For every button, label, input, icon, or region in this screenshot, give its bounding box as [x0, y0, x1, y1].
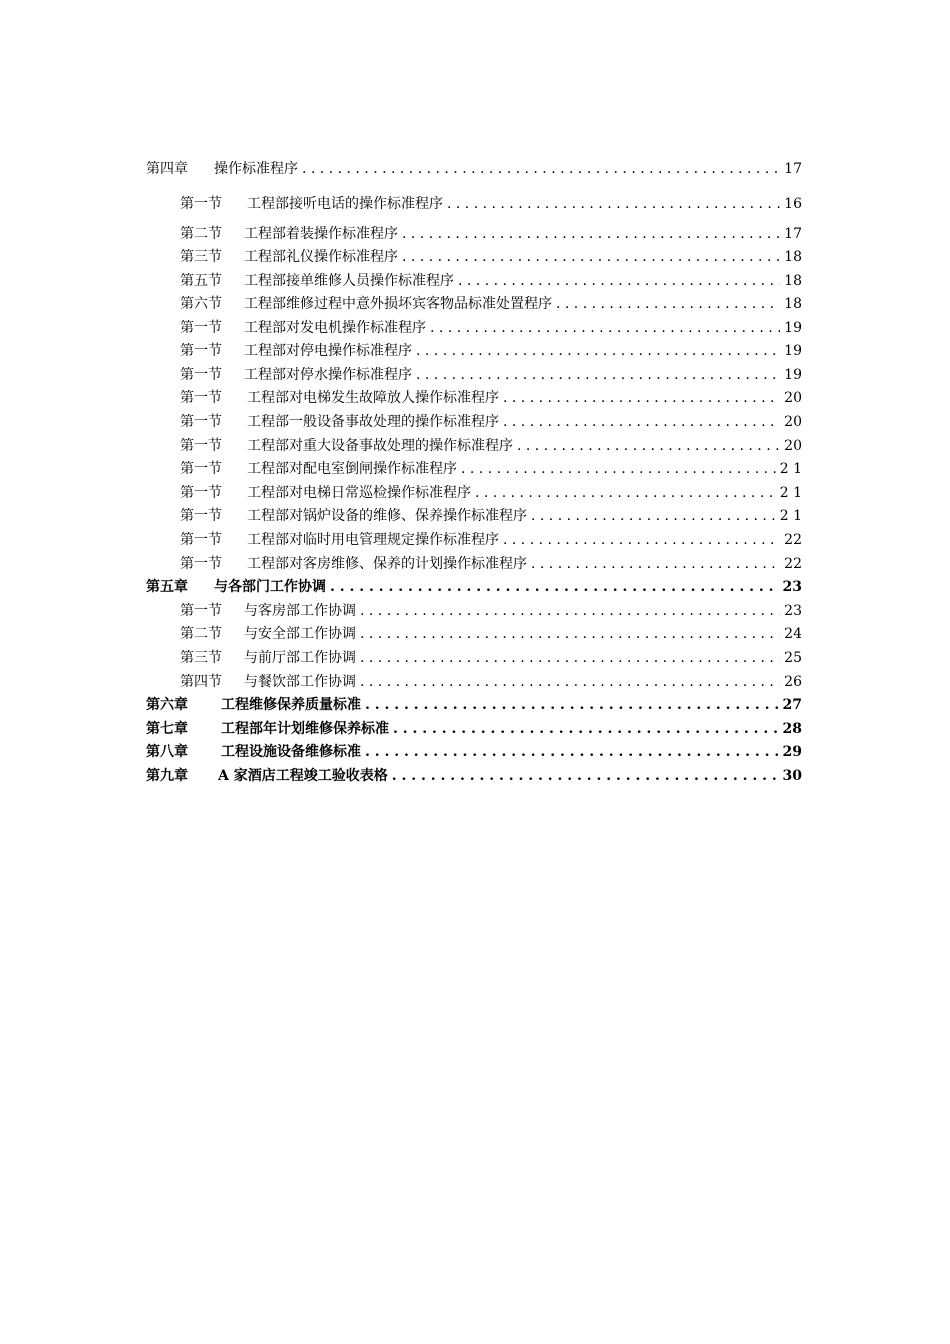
toc-section-entry[interactable]: [180, 413, 802, 431]
toc-dot-leader: [430, 319, 780, 337]
toc-dot-leader: [392, 767, 779, 785]
toc-entry-title: 工程部对发电机操作标准程序: [244, 320, 426, 336]
toc-page-number: 25: [784, 650, 802, 666]
toc-entry-title: 与餐饮部工作协调: [244, 674, 356, 690]
toc-entry-title: 与各部门工作协调: [214, 579, 326, 595]
toc-section-entry[interactable]: [180, 342, 802, 360]
toc-dot-leader: [365, 743, 779, 761]
toc-page-number: 27: [782, 697, 802, 713]
toc-dot-leader: [402, 248, 780, 266]
toc-dot-leader: [503, 413, 780, 431]
toc-dot-leader: [531, 507, 776, 525]
toc-entry-title: 工程部对重大设备事故处理的操作标准程序: [247, 438, 513, 454]
toc-entry-title: 工程设施设备维修标准: [221, 744, 361, 760]
toc-entry-label: 第四章: [146, 161, 188, 177]
toc-page-number: 18: [784, 296, 802, 312]
toc-entry-title: 工程部着装操作标准程序: [244, 226, 398, 242]
toc-page-number: 28: [782, 721, 802, 737]
toc-entry-label: 第五节: [180, 273, 222, 289]
toc-page-number: 30: [782, 768, 802, 784]
toc-dot-leader: [556, 295, 780, 313]
toc-entry-label: 第五章: [146, 579, 188, 595]
toc-section-entry[interactable]: [180, 248, 802, 266]
toc-chapter-entry[interactable]: [146, 578, 802, 596]
toc-dot-leader: [503, 389, 780, 407]
toc-section-entry[interactable]: [180, 673, 802, 691]
toc-section-entry[interactable]: [180, 389, 802, 407]
toc-entry-title: 工程部对停水操作标准程序: [244, 367, 412, 383]
toc-page-number: 2 1: [779, 508, 802, 524]
toc-entry-label: 第一节: [180, 461, 222, 477]
toc-dot-leader: [360, 673, 780, 691]
toc-section-entry[interactable]: [180, 319, 802, 337]
toc-entry-title: 工程部对配电室倒闸操作标准程序: [247, 461, 457, 477]
toc-entry-label: 第一节: [180, 508, 222, 524]
toc-section-entry[interactable]: [180, 602, 802, 620]
toc-page-number: 23: [782, 579, 802, 595]
toc-dot-leader: [461, 460, 776, 478]
toc-dot-leader: [360, 625, 780, 643]
toc-entry-title: 工程部对临时用电管理规定操作标准程序: [247, 532, 499, 548]
toc-page-number: 19: [784, 320, 802, 336]
toc-entry-title: 与前厅部工作协调: [244, 650, 356, 666]
toc-page-number: 24: [784, 626, 802, 642]
toc-page-number: 2 1: [779, 461, 802, 477]
toc-entry-label: 第一节: [180, 390, 222, 406]
toc-page-number: 23: [784, 603, 802, 619]
toc-dot-leader: [416, 366, 780, 384]
toc-entry-title: 工程部一般设备事故处理的操作标准程序: [247, 414, 499, 430]
toc-entry-label: 第九章: [146, 768, 188, 784]
toc-entry-label: 第一节: [180, 485, 222, 501]
toc-entry-title: 工程部对客房维修、保养的计划操作标准程序: [247, 556, 527, 572]
toc-entry-label: 第三节: [180, 650, 222, 666]
toc-entry-title: 工程部年计划维修保养标准: [221, 721, 389, 737]
toc-section-entry[interactable]: [180, 484, 802, 502]
toc-entry-label: 第二节: [180, 626, 222, 642]
toc-dot-leader: [416, 342, 780, 360]
toc-entry-title: 工程部对停电操作标准程序: [244, 343, 412, 359]
toc-page-number: 20: [784, 390, 802, 406]
toc-page-number: 22: [784, 556, 802, 572]
toc-entry-label: 第八章: [146, 744, 188, 760]
toc-section-entry[interactable]: [180, 507, 802, 525]
toc-chapter-entry[interactable]: [146, 160, 802, 178]
toc-section-entry[interactable]: [180, 531, 802, 549]
toc-dot-leader: [360, 649, 780, 667]
toc-dot-leader: [447, 195, 780, 213]
toc-section-entry[interactable]: [180, 460, 802, 478]
toc-entry-title: 操作标准程序: [214, 161, 298, 177]
toc-chapter-entry[interactable]: [146, 696, 802, 714]
toc-entry-label: 第一节: [180, 532, 222, 548]
toc-entry-title: A 家酒店工程竣工验收表格: [218, 768, 388, 784]
toc-entry-title: 与客房部工作协调: [244, 603, 356, 619]
toc-entry-label: 第六节: [180, 296, 222, 312]
toc-entry-label: 第三节: [180, 249, 222, 265]
toc-entry-label: 第六章: [146, 697, 188, 713]
toc-entry-label: 第二节: [180, 226, 222, 242]
toc-entry-label: 第七章: [146, 721, 188, 737]
toc-entry-label: 第一节: [180, 320, 222, 336]
toc-entry-label: 第一节: [180, 196, 222, 212]
toc-page-number: 22: [784, 532, 802, 548]
toc-chapter-entry[interactable]: [146, 767, 802, 785]
toc-page-number: 19: [784, 343, 802, 359]
toc-entry-label: 第一节: [180, 556, 222, 572]
toc-page-number: 17: [784, 161, 802, 177]
toc-section-entry[interactable]: [180, 437, 802, 455]
toc-entry-label: 第一节: [180, 603, 222, 619]
toc-entry-title: 与安全部工作协调: [244, 626, 356, 642]
toc-dot-leader: [365, 696, 779, 714]
toc-page-number: 20: [784, 414, 802, 430]
toc-page-number: 18: [784, 249, 802, 265]
toc-section-entry[interactable]: [180, 555, 802, 573]
toc-page-number: 19: [784, 367, 802, 383]
toc-dot-leader: [402, 225, 780, 243]
toc-dot-leader: [475, 484, 776, 502]
toc-dot-leader: [531, 555, 780, 573]
toc-chapter-entry[interactable]: [146, 743, 802, 761]
toc-page-number: 2 1: [779, 485, 802, 501]
toc-section-entry[interactable]: [180, 649, 802, 667]
toc-dot-leader: [360, 602, 780, 620]
toc-entry-label: 第一节: [180, 414, 222, 430]
toc-entry-title: 工程部对电梯发生故障放人操作标准程序: [247, 390, 499, 406]
toc-page-number: 16: [784, 196, 802, 212]
toc-dot-leader: [517, 437, 780, 455]
toc-entry-title: 工程部礼仪操作标准程序: [244, 249, 398, 265]
toc-section-entry[interactable]: [180, 625, 802, 643]
toc-chapter-entry[interactable]: [146, 720, 802, 738]
toc-dot-leader: [393, 720, 779, 738]
toc-entry-label: 第一节: [180, 438, 222, 454]
toc-entry-title: 工程维修保养质量标准: [221, 697, 361, 713]
toc-section-entry[interactable]: [180, 195, 802, 213]
toc-page-number: 20: [784, 438, 802, 454]
toc-dot-leader: [503, 531, 780, 549]
toc-entry-label: 第一节: [180, 343, 222, 359]
toc-dot-leader: [330, 578, 779, 596]
toc-entry-title: 工程部维修过程中意外损坏宾客物品标准处置程序: [244, 296, 552, 312]
toc-page-number: 29: [782, 744, 802, 760]
toc-dot-leader: [302, 160, 780, 178]
toc-section-entry[interactable]: [180, 366, 802, 384]
toc-entry-label: 第一节: [180, 367, 222, 383]
toc-section-entry[interactable]: [180, 295, 802, 313]
toc-page-number: 26: [784, 674, 802, 690]
toc-entry-title: 工程部对锅炉设备的维修、保养操作标准程序: [247, 508, 527, 524]
toc-entry-title: 工程部接听电话的操作标准程序: [247, 196, 443, 212]
toc-page-number: 18: [784, 273, 802, 289]
toc-entry-title: 工程部对电梯日常巡检操作标准程序: [247, 485, 471, 501]
toc-dot-leader: [458, 272, 780, 290]
toc-section-entry[interactable]: [180, 272, 802, 290]
toc-entry-title: 工程部接单维修人员操作标准程序: [244, 273, 454, 289]
toc-section-entry[interactable]: [180, 225, 802, 243]
toc-page-number: 17: [784, 226, 802, 242]
toc-entry-label: 第四节: [180, 674, 222, 690]
